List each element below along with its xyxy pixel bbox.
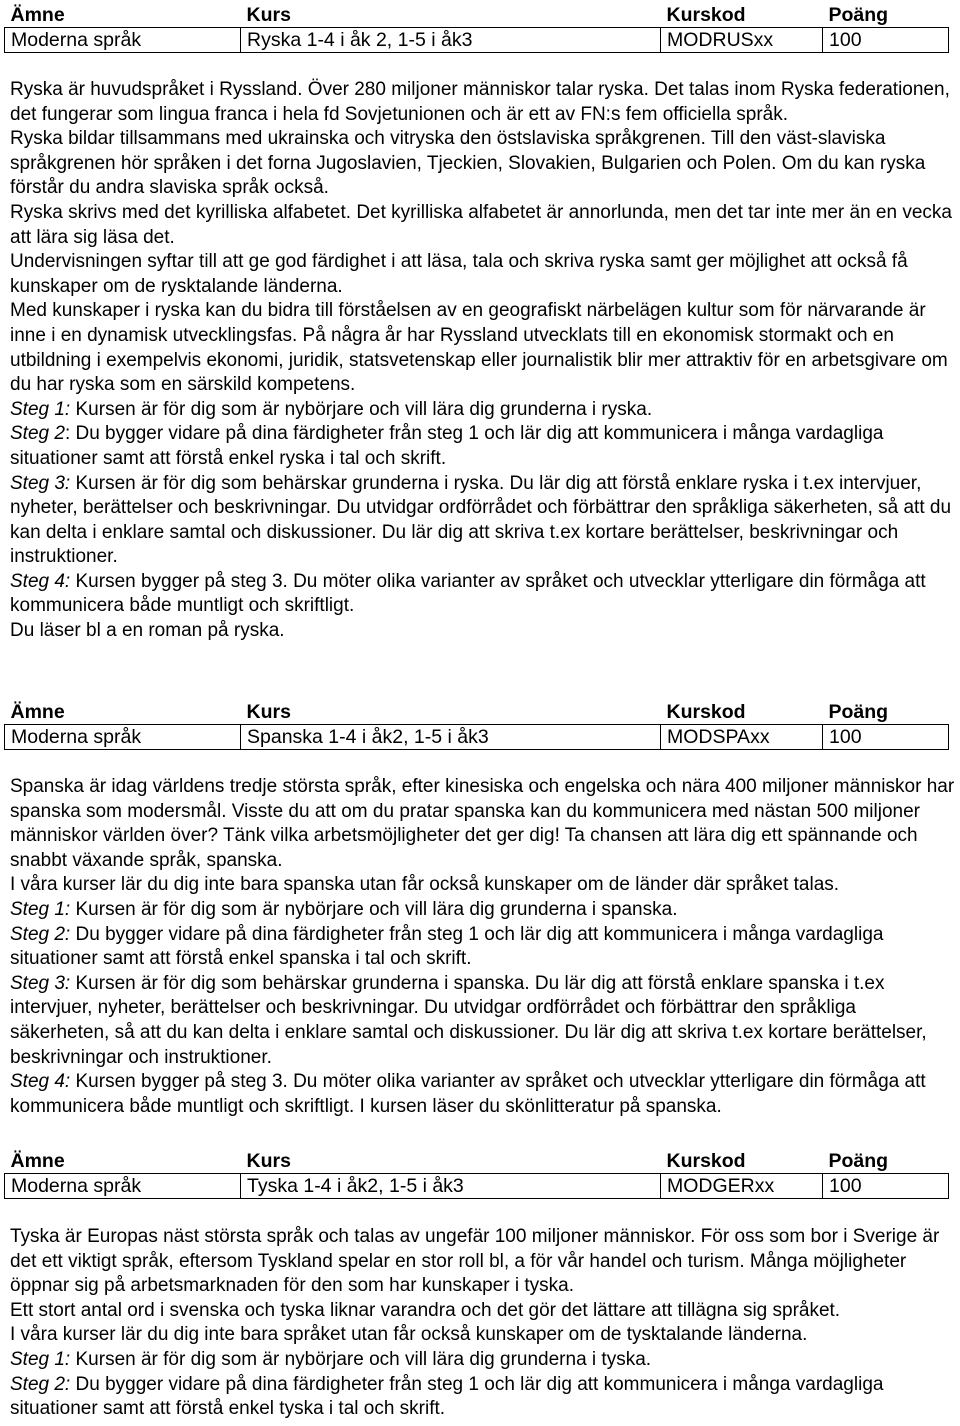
paragraph: Undervisningen syftar till att ge god färdighet i att läsa, tala och skriva ryska samt ger möjlighet att också få kunskaper om de rysktalande länderna. [10,251,908,297]
course-table [4,3,949,53]
table-header-row [5,700,949,725]
table-header-row [5,1149,949,1174]
step-paragraph [10,422,955,471]
paragraph: Tyska är Europas näst största språk och talas av ungefär 100 miljoner människor. För oss som bor i Sverige är det ett viktigt språk, eftersom Tyskland spelar en stor roll bl, a för vår handel och turism. Många möjligheter öppnar sig på arbetsmarknaden för den som har kunskaper i tyska. [10,1226,940,1297]
step-paragraph [10,1348,955,1373]
step-label: Steg 1: [10,898,71,920]
cell-subject: Moderna språk [5,1174,241,1199]
cell-subject: Moderna språk [5,725,241,750]
cell-code: MODRUSxx [661,28,823,53]
header-code: Kurskod [666,701,746,723]
step-paragraph [10,923,955,972]
step-label: Steg 2: [10,1373,71,1395]
course-description [10,1225,955,1422]
step-label: Steg 3: [10,472,71,494]
step-label: Steg 1: [10,1348,71,1370]
step-text: Kursen är för dig som behärskar grunderna i ryska. Du lär dig att förstå enklare ryska i t.ex intervjuer, nyheter, berättelser och beskrivningar. Du utvidgar ordförrådet och förbättrar den språkliga säkerheten, så att du kan delta i enklare samtal och diskussioner. Du lär dig att skriva t.ex kortare berättelser, beskrivningar och instruktioner. [10,472,952,568]
cell-points: 100 [823,725,949,750]
table-row [5,725,949,750]
course-table [4,700,949,750]
step-paragraph [10,1070,955,1119]
header-subject: Ämne [10,1150,65,1172]
cell-subject: Moderna språk [5,28,241,53]
cell-course: Spanska 1-4 i åk2, 1-5 i åk3 [241,725,661,750]
step-text: Kursen bygger på steg 3. Du möter olika varianter av språket och utvecklar ytterligare din förmåga att kommunicera både muntligt och skriftligt. [10,570,926,617]
cell-code: MODGERxx [661,1174,823,1199]
header-course: Kurs [246,1150,291,1172]
header-code: Kurskod [666,4,746,26]
step-text: Du bygger vidare på dina färdigheter från steg 1 och lär dig att kommunicera i många vardagliga situationer samt att förstå enkel spanska i tal och skrift. [10,923,884,970]
paragraph: I våra kurser lär du dig inte bara spanska utan får också kunskaper om de länder där språket talas. [10,874,840,896]
cell-points: 100 [823,28,949,53]
table-row [5,28,949,53]
paragraph: Ett stort antal ord i svenska och tyska liknar varandra och det gör det lättare att tillägna sig språket. [10,1299,841,1321]
step-paragraph [10,972,955,1070]
course-table [4,1149,949,1199]
step-text: Kursen är för dig som behärskar grunderna i spanska. Du lär dig att förstå enklare spanska i t.ex intervjuer, nyheter, berättelser och beskrivningar. Du utvidgar ordförrådet och förbättrar den språkliga säkerheten, så att du kan delta i enklare samtal och diskussioner. Du lär dig att skriva t.ex kortare berättelser, beskrivningar och instruktioner. [10,972,927,1068]
step-label: Steg 4: [10,570,71,592]
step-paragraph [10,472,955,570]
header-course: Kurs [246,4,291,26]
header-code: Kurskod [666,1150,746,1172]
step-label: Steg 2: [10,923,71,945]
header-subject: Ämne [10,701,65,723]
paragraph: Ryska bildar tillsammans med ukrainska och vitryska den östslaviska språkgrenen. Till den väst-slaviska språkgrenen hör språken i det forna Jugoslavien, Tjeckien, Slovakien, Bulgarien och Polen. Om du kan ryska förstår du andra slaviska språk också. [10,128,926,199]
paragraph: Med kunskaper i ryska kan du bidra till förståelsen av en geografiskt närbelägen kultur som för närvarande är inne i en dynamisk utvecklingsfas. På några år har Ryssland utvecklats till en ekonomisk stormakt och en utbildning i exempelvis ekonomi, juridik, statsvetenskap eller journalistik blir mer attraktiv för en arbetsgivare om du har ryska som en särskild kompetens. [10,300,948,396]
step-label: Steg 1: [10,398,71,420]
paragraph: Spanska är idag världens tredje största språk, efter kinesiska och engelska och nära 400 miljoner människor har spanska som modersmål. Visste du att om du pratar spanska kan du kommunicera med nästan 500 miljoner människor världen över? Tänk vilka arbetsmöjligheter det ger dig! Ta chansen att lära dig ett spännande och snabbt växande språk, spanska. [10,776,955,871]
paragraph: Ryska är huvudspråket i Ryssland. Över 280 miljoner människor talar ryska. Det talas inom Ryska federationen, det fungerar som lingua franca i hela fd Sovjetunionen och är ett av FN:s fem officiella språk. [10,79,950,125]
step-paragraph [10,1373,955,1422]
step-text: : Du bygger vidare på dina färdigheter från steg 1 och lär dig att kommunicera i många vardagliga situationer samt att förstå enkel ryska i tal och skrift. [10,423,884,469]
step-label: Steg 4: [10,1071,71,1093]
header-subject: Ämne [10,4,65,26]
table-row [5,1174,949,1199]
cell-course: Ryska 1-4 i åk 2, 1-5 i åk3 [241,28,661,53]
course-description [10,775,955,1119]
cell-course: Tyska 1-4 i åk2, 1-5 i åk3 [241,1174,661,1199]
step-label: Steg 2 [10,423,65,445]
cell-points: 100 [823,1174,949,1199]
step-text: Kursen är för dig som är nybörjare och vill lära dig grunderna i tyska. [70,1348,652,1370]
step-text: Kursen är för dig som är nybörjare och vill lära dig grunderna i ryska. [70,398,653,420]
course-description [10,78,955,644]
header-points: Poäng [828,4,889,26]
table-header-row [5,3,949,28]
paragraph: I våra kurser lär du dig inte bara språket utan får också kunskaper om de tysktalande länderna. [10,1324,808,1346]
header-course: Kurs [246,701,291,723]
step-text: Kursen är för dig som är nybörjare och vill lära dig grunderna i spanska. [70,898,678,920]
step-label: Steg 3: [10,972,71,994]
cell-code: MODSPAxx [661,725,823,750]
step-paragraph [10,398,955,423]
step-paragraph [10,570,955,619]
header-points: Poäng [828,701,889,723]
step-text: Kursen bygger på steg 3. Du möter olika varianter av språket och utvecklar ytterligare din förmåga att kommunicera både muntligt och skriftligt. I kursen läser du skönlitteratur på spanska. [10,1071,926,1117]
paragraph: Ryska skrivs med det kyrilliska alfabetet. Det kyrilliska alfabetet är annorlunda, men det tar inte mer än en vecka att lära sig läsa det. [10,201,952,248]
header-points: Poäng [828,1150,889,1172]
step-paragraph [10,898,955,923]
step-text: Du bygger vidare på dina färdigheter från steg 1 och lär dig att kommunicera i många vardagliga situationer samt att förstå enkel tyska i tal och skrift. [10,1373,884,1420]
closing-paragraph: Du läser bl a en roman på ryska. [10,620,285,642]
